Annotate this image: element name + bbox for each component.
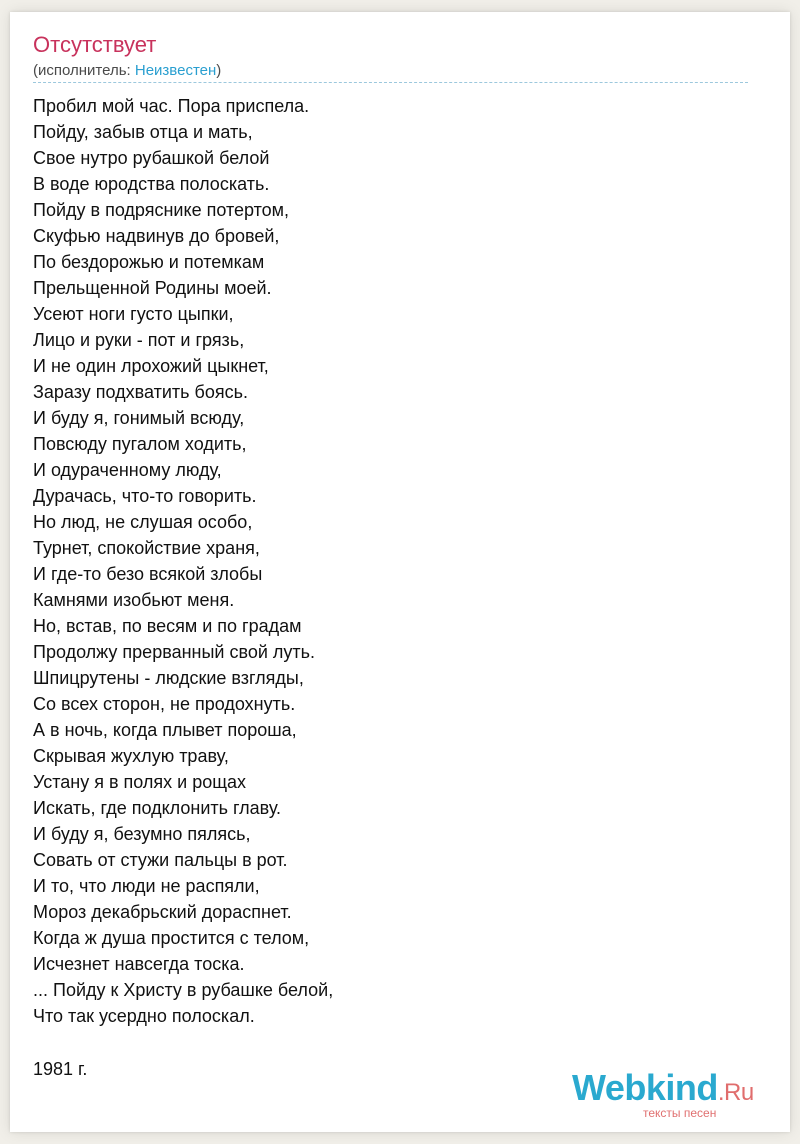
logo-domain-suffix: .Ru — [717, 1079, 754, 1106]
lyric-line: Искать, где подклонить главу. — [33, 798, 282, 818]
lyric-line: Камнями изобьют меня. — [33, 590, 235, 610]
lyric-line: И буду я, безумно пялясь, — [33, 824, 251, 844]
lyric-line: Устану я в полях и рощах — [33, 772, 247, 792]
lyric-line: В воде юродства полоскать. — [33, 174, 270, 194]
lyric-line: Совать от стужи пальцы в рот. — [33, 850, 288, 870]
performer-prefix: (исполнитель: — [33, 62, 135, 79]
lyric-line: Свое нутро рубашкой белой — [33, 148, 270, 168]
lyric-line: Скрывая жухлую траву, — [33, 746, 229, 766]
lyric-line: А в ночь, когда плывет пороша, — [33, 720, 297, 740]
lyric-line: Когда ж душа простится с телом, — [33, 928, 310, 948]
lyric-line: Лицо и руки - пот и грязь, — [33, 330, 245, 350]
lyric-line: Продолжу прерванный свой луть. — [33, 642, 316, 662]
lyric-line: Но, встав, по весям и по градам — [33, 616, 302, 636]
logo-tagline: тексты песен — [643, 1106, 717, 1120]
lyric-line: И где-то безо всякой злобы — [33, 564, 263, 584]
lyric-line: Дурачась, что-то говорить. — [33, 486, 257, 506]
lyric-line: ... Пойду к Христу в рубашке белой, — [33, 980, 334, 1000]
logo-brand-text: Webkind — [572, 1067, 718, 1108]
artist-link[interactable]: Неизвестен — [134, 62, 217, 79]
lyrics-text — [33, 93, 333, 1029]
lyric-line: Прельщенной Родины моей. — [33, 278, 272, 298]
lyric-line: Турнет, спокойствие храня, — [33, 538, 260, 558]
lyric-line: Исчезнет навсегда тоска. — [33, 954, 245, 974]
performer-line — [33, 61, 221, 81]
title-divider — [33, 82, 748, 83]
lyric-line: Повсюду пугалом ходить, — [33, 434, 247, 454]
lyric-line: Со всех сторон, не продохнуть. — [33, 694, 296, 714]
lyric-line: Что так усердно полоскал. — [33, 1006, 255, 1026]
song-title: Отсутствует — [33, 32, 157, 57]
lyric-line: Усеют ноги густо цыпки, — [33, 304, 234, 324]
lyric-line: Мороз декабрьский дораспнет. — [33, 902, 292, 922]
lyric-line: Скуфью надвинув до бровей, — [33, 226, 280, 246]
lyric-line: И одураченному люду, — [33, 460, 222, 480]
lyric-line: По бездорожью и потемкам — [33, 252, 265, 272]
lyric-line: Но люд, не слушая особо, — [33, 512, 253, 532]
lyric-line: И буду я, гонимый всюду, — [33, 408, 245, 428]
lyric-line: Пробил мой час. Пора приспела. — [33, 96, 310, 116]
lyric-line: Заразу подхватить боясь. — [33, 382, 248, 402]
year-note: 1981 г. — [33, 1059, 88, 1079]
lyric-line: Пойду в подряснике потертом, — [33, 200, 290, 220]
performer-suffix: ) — [216, 62, 222, 79]
lyric-line: Пойду, забыв отца и мать, — [33, 122, 253, 142]
lyric-line: Шпицрутены - людские взгляды, — [33, 668, 304, 688]
lyric-line: И то, что люди не распяли, — [33, 876, 260, 896]
site-logo[interactable] — [572, 1068, 772, 1124]
lyric-line: И не один лрохожий цыкнет, — [33, 356, 269, 376]
